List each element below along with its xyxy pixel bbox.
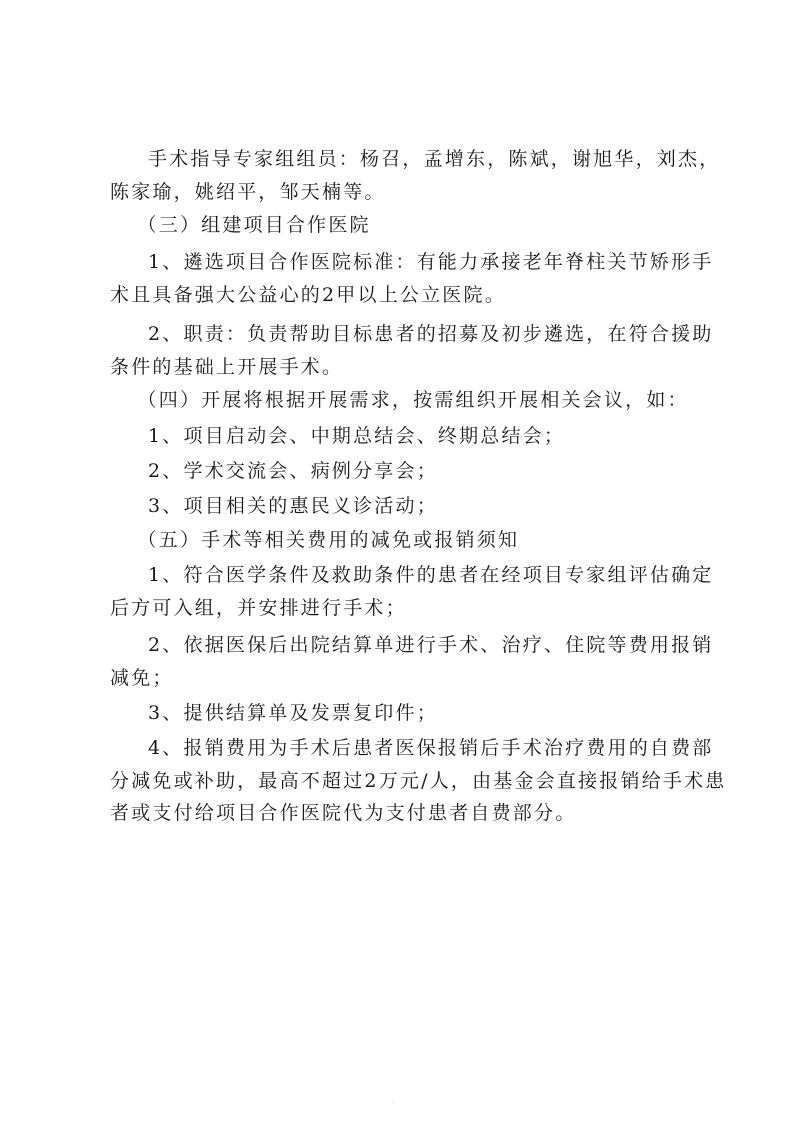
paragraph-line: 4、报销费用为手术后患者医保报销后手术治疗费用的自费部	[148, 737, 714, 759]
paragraph-responsibilities	[110, 318, 714, 383]
paragraph-fee-rule-1	[110, 559, 714, 624]
list-item-meetings-3	[110, 490, 700, 523]
heading-text: （三）组建项目合作医院	[137, 214, 371, 236]
paragraph-line: 3、项目相关的惠民义诊活动；	[148, 495, 438, 517]
paragraph-line: 减免；	[110, 666, 174, 689]
paragraph-line: 分减免或补助，最高不超过2万元/人，由基金会直接报销给手术患	[110, 769, 727, 792]
paragraph-line: 后方可入组，并安排进行手术；	[110, 596, 407, 619]
paragraph-fee-rule-3	[110, 697, 700, 730]
list-item-meetings-1	[110, 420, 700, 453]
scan-dot-mark: ·	[392, 1098, 395, 1107]
paragraph-fee-rule-4	[110, 732, 727, 830]
heading-text: （五）手术等相关费用的减免或报销须知	[137, 529, 520, 551]
paragraph-line: 陈家瑜，姚绍平，邹天楠等。	[110, 180, 386, 203]
paragraph-fee-rule-2	[110, 629, 714, 694]
paragraph-line: 术且具备强大公益心的2甲以上公立医院。	[110, 283, 506, 306]
heading-text: （四）开展将根据开展需求，按需组织开展相关会议，如：	[137, 389, 689, 411]
paragraph-expert-members	[110, 143, 721, 208]
paragraph-line: 3、提供结算单及发票复印件；	[148, 702, 438, 724]
paragraph-hospital-standard	[110, 246, 714, 311]
paragraph-line: 1、符合医学条件及救助条件的患者在经项目专家组评估确定	[148, 564, 714, 586]
section-heading-5	[110, 524, 700, 557]
paragraph-line: 者或支付给项目合作医院代为支付患者自费部分。	[110, 802, 577, 824]
paragraph-line: 条件的基础上开展手术。	[110, 355, 344, 378]
paragraph-line: 1、项目启动会、中期总结会、终期总结会；	[148, 425, 566, 447]
paragraph-line: 2、依据医保后出院结算单进行手术、治疗、住院等费用报销	[148, 634, 714, 656]
paragraph-line: 2、职责：负责帮助目标患者的招募及初步遴选，在符合援助	[148, 323, 714, 345]
paragraph-line: 手术指导专家组组员：杨召，孟增东，陈斌，谢旭华，刘杰，	[148, 148, 721, 170]
section-heading-3	[110, 209, 700, 242]
paragraph-line: 1、遴选项目合作医院标准：有能力承接老年脊柱关节矫形手	[148, 251, 714, 273]
list-item-meetings-2	[110, 455, 700, 488]
section-heading-4	[110, 384, 700, 417]
paragraph-line: 2、学术交流会、病例分享会；	[148, 460, 438, 482]
